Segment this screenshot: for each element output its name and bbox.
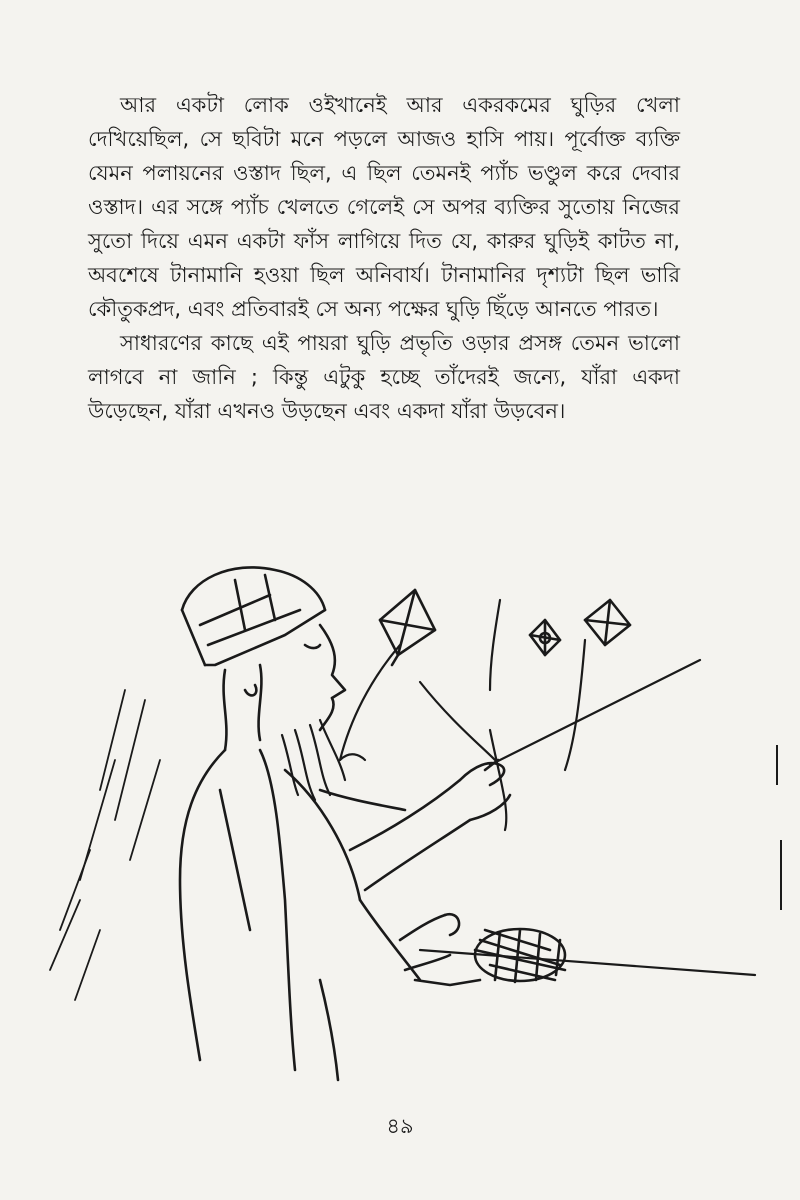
lower-hand xyxy=(400,914,480,985)
edge-mark xyxy=(776,745,778,785)
raised-arm xyxy=(350,760,510,890)
paragraph-1: আর একটা লোক ওইখানেই আর একরকমের ঘুড়ির খেলা দেখিয়েছিল, সে ছবিটা মনে পড়লে আজও হাসি পায়। পূর্বোক্ত ব্যক্তি যেমন পলায়নের ওস্তাদ ছিল, এ ছিল তেমনই প্যাঁচ ভণ্ডুল করে দেবার ওস্তাদ। এর সঙ্গে প্যাঁচ খেলতে গেলেই সে অপর ব্যক্তির সুতোয় নিজের সুতো দিয়ে এমন একটা ফাঁস লাগিয়ে দিত যে, কারুর ঘুড়িই কাটত না, অবশেষে টানামানি হওয়া ছিল অনিবার্য। টানামানির দৃশ্যটা ছিল ভারি কৌতুকপ্রদ, এবং প্রতিবারই সে অন্য পক্ষের ঘুড়ি ছিঁড়ে আনতে পারত। xyxy=(88,93,680,321)
kite-1 xyxy=(380,590,435,665)
kite-strings xyxy=(340,600,700,830)
body-text xyxy=(88,88,680,428)
paragraph-2: সাধারণের কাছে এই পায়রা ঘুড়ি প্রভৃতি ওড়ার প্রসঙ্গ তেমন ভালো লাগবে না জানি ; কিন্তু এটুকু হচ্ছে তাঁদেরই জন্যে, যাঁরা একদা উড়েছেন, যাঁরা এখনও উড়ছেন এবং একদা যাঁরা উড়বেন। xyxy=(88,331,680,423)
background-hatching xyxy=(50,690,160,1000)
page-number: ৪৯ xyxy=(386,1114,414,1138)
cap xyxy=(182,567,325,665)
edge-mark xyxy=(780,840,782,910)
kite-3 xyxy=(585,600,630,645)
head xyxy=(224,625,345,750)
beard xyxy=(282,720,365,800)
kite-2 xyxy=(530,620,560,655)
robe xyxy=(180,750,420,1080)
kite-flyer-illustration xyxy=(20,460,780,1100)
spindle xyxy=(420,929,755,982)
